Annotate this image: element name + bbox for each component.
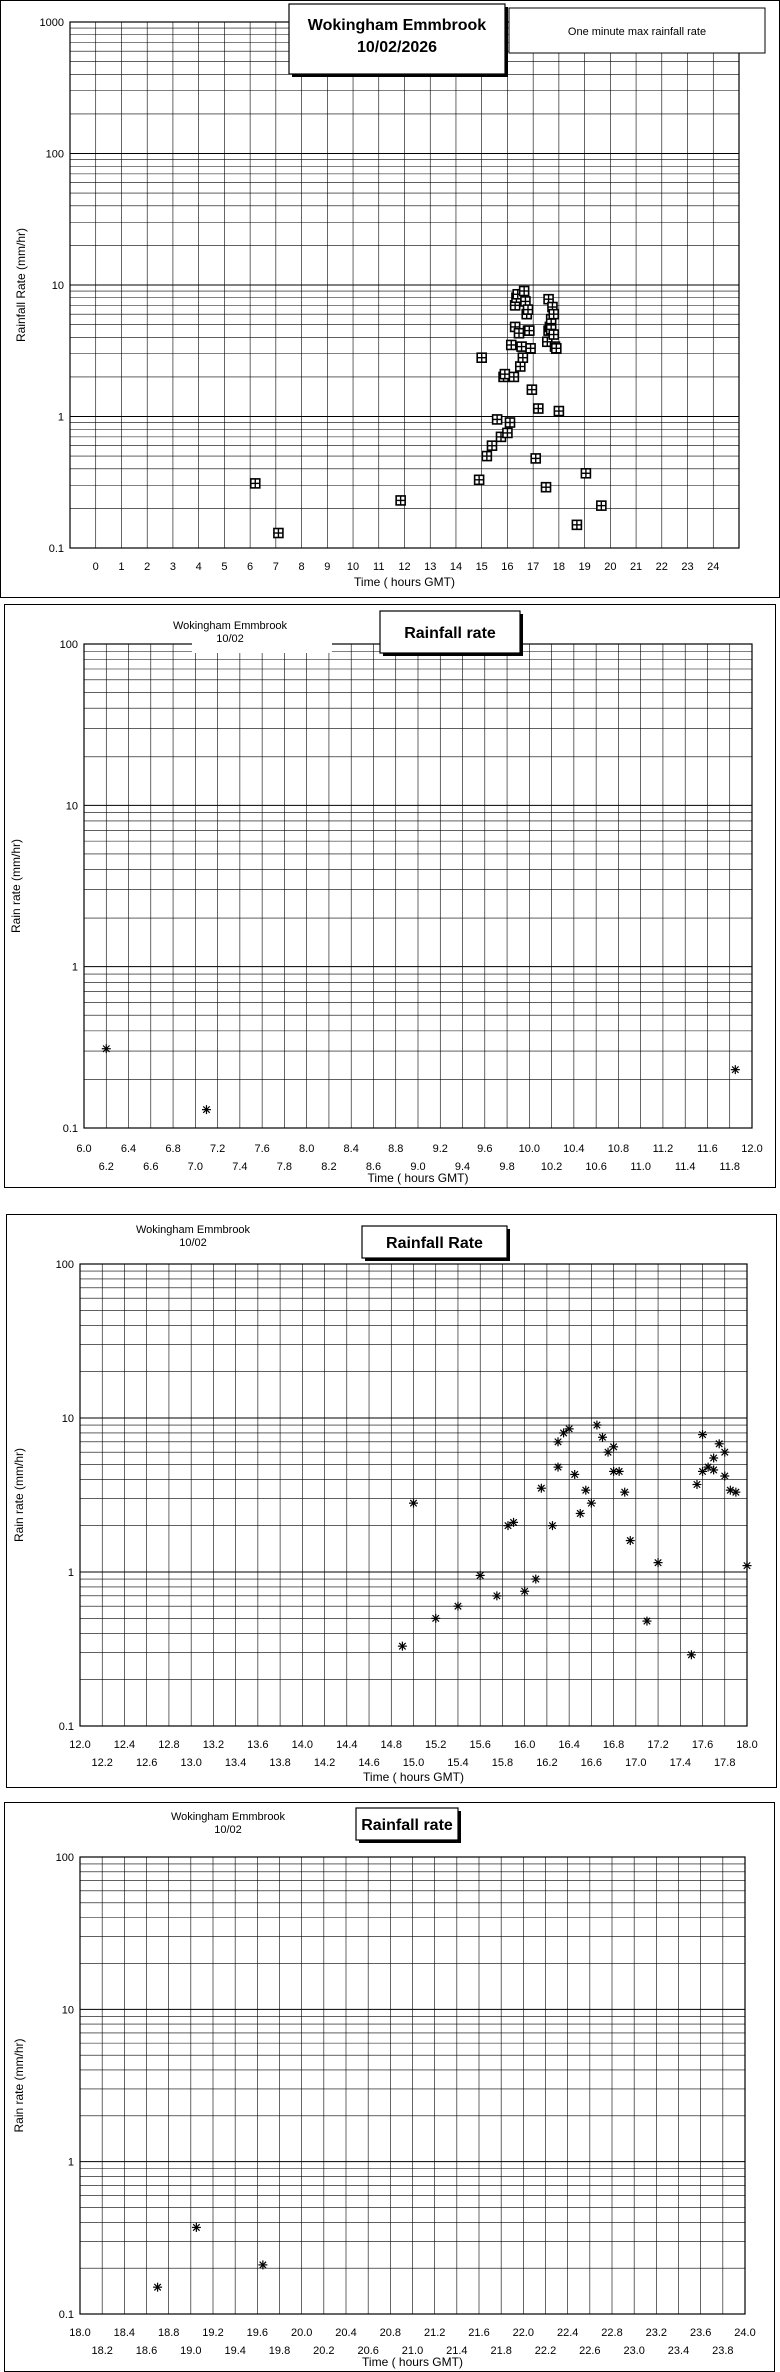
data-point bbox=[576, 1509, 585, 1518]
chart-2 bbox=[5, 605, 776, 1188]
x-tick-label: 22.0 bbox=[512, 2327, 535, 2339]
x-tick-label: 18.0 bbox=[69, 2327, 91, 2339]
x-tick-label: 16 bbox=[501, 561, 514, 573]
data-point bbox=[500, 370, 509, 379]
y-tick-label: 1 bbox=[67, 2156, 74, 2169]
data-point bbox=[715, 1439, 724, 1448]
x-tick-label: 21.6 bbox=[468, 2327, 490, 2339]
x-tick-label: 9 bbox=[324, 561, 331, 573]
x-tick-label: 17.8 bbox=[714, 1757, 736, 1769]
y-axis-label: Rain rate (mm/hr) bbox=[8, 838, 23, 934]
data-point bbox=[587, 1499, 596, 1508]
data-point bbox=[251, 479, 260, 488]
x-tick-label: 15.2 bbox=[425, 1739, 447, 1751]
x-tick-label: 19.8 bbox=[268, 2345, 291, 2357]
x-tick-label: 8.2 bbox=[321, 1161, 337, 1173]
data-point bbox=[516, 362, 525, 371]
y-tick-label: 1 bbox=[67, 1567, 74, 1579]
x-tick-label: 10.0 bbox=[518, 1143, 541, 1155]
chart-title: Rainfall rate bbox=[404, 625, 496, 642]
x-tick-label: 11.6 bbox=[697, 1143, 718, 1155]
y-tick-label: 100 bbox=[55, 1852, 74, 1864]
x-tick-label: 21.8 bbox=[490, 2345, 512, 2357]
x-tick-label: 12.8 bbox=[158, 1739, 180, 1751]
x-tick-label: 14.6 bbox=[358, 1757, 380, 1769]
x-tick-label: 6.8 bbox=[165, 1143, 181, 1155]
x-tick-label: 23.8 bbox=[712, 2345, 734, 2357]
data-point bbox=[527, 385, 536, 394]
y-axis-label: Rain rate (mm/hr) bbox=[11, 2038, 26, 2133]
x-tick-label: 16.0 bbox=[513, 1739, 536, 1751]
x-tick-label: 22.4 bbox=[556, 2327, 579, 2339]
data-point bbox=[534, 404, 543, 413]
x-tick-label: 24 bbox=[707, 561, 720, 573]
x-tick-label: 23.4 bbox=[667, 2345, 690, 2357]
data-point bbox=[581, 469, 590, 478]
station-label: Wokingham Emmbrook bbox=[170, 1811, 286, 1823]
data-point bbox=[409, 1499, 418, 1508]
chart-subtitle: 10/02/2026 bbox=[356, 39, 438, 56]
data-point bbox=[581, 1486, 590, 1495]
x-tick-label: 2 bbox=[144, 561, 151, 573]
x-tick-label: 21 bbox=[629, 561, 643, 573]
date-label: 10/02 bbox=[179, 1237, 207, 1249]
x-tick-label: 10 bbox=[346, 561, 360, 573]
y-tick-label: 100 bbox=[55, 1259, 74, 1271]
y-tick-label: 0.1 bbox=[48, 543, 64, 555]
data-point bbox=[731, 1065, 740, 1074]
date-label: 10/02 bbox=[216, 633, 244, 645]
data-point bbox=[549, 310, 558, 319]
data-point bbox=[552, 344, 561, 353]
chart-1 bbox=[1, 1, 780, 598]
data-point bbox=[517, 342, 526, 351]
x-tick-label: 14.2 bbox=[313, 1757, 336, 1769]
x-tick-label: 13.0 bbox=[180, 1757, 202, 1769]
y-tick-label: 1000 bbox=[39, 17, 64, 29]
x-tick-label: 17 bbox=[527, 561, 540, 573]
x-tick-label: 13.2 bbox=[202, 1739, 225, 1751]
y-tick-label: 100 bbox=[45, 148, 64, 161]
x-tick-label: 20.4 bbox=[335, 2327, 357, 2339]
y-tick-label: 10 bbox=[51, 280, 64, 292]
x-tick-label: 11.0 bbox=[630, 1161, 651, 1173]
x-axis-label: Time ( hours GMT) bbox=[363, 1770, 464, 1784]
data-point bbox=[509, 372, 518, 381]
x-tick-label: 23.0 bbox=[623, 2345, 645, 2357]
x-tick-label: 6.6 bbox=[143, 1161, 159, 1173]
x-tick-label: 8 bbox=[298, 561, 305, 573]
data-point bbox=[626, 1536, 635, 1545]
x-axis-label: Time ( hours GMT) bbox=[362, 2355, 463, 2369]
data-point bbox=[202, 1105, 211, 1114]
y-axis-label: Rain rate (mm/hr) bbox=[11, 1447, 26, 1543]
x-tick-label: 18.2 bbox=[91, 2345, 113, 2357]
x-tick-label: 13.6 bbox=[247, 1739, 269, 1751]
x-tick-label: 16.4 bbox=[558, 1739, 580, 1751]
x-tick-label: 19.0 bbox=[180, 2345, 202, 2357]
x-tick-label: 19.2 bbox=[202, 2327, 224, 2339]
data-point bbox=[709, 1465, 718, 1474]
data-point bbox=[609, 1442, 618, 1451]
data-point bbox=[453, 1602, 462, 1611]
data-point bbox=[709, 1453, 718, 1462]
x-tick-label: 15.6 bbox=[469, 1739, 491, 1751]
x-tick-label: 10.4 bbox=[563, 1143, 585, 1155]
x-tick-label: 6 bbox=[247, 561, 254, 573]
x-tick-label: 10.6 bbox=[585, 1161, 607, 1173]
data-point bbox=[565, 1424, 574, 1433]
data-point bbox=[570, 1470, 579, 1479]
x-tick-label: 9.4 bbox=[454, 1161, 471, 1173]
chart-title: Rainfall rate bbox=[361, 1817, 453, 1834]
data-point bbox=[476, 1571, 485, 1580]
x-tick-label: 11.8 bbox=[719, 1161, 741, 1173]
data-point bbox=[542, 483, 551, 492]
chart-3 bbox=[7, 1215, 777, 1788]
data-point bbox=[396, 496, 405, 505]
x-tick-label: 18.8 bbox=[157, 2327, 180, 2339]
x-tick-label: 22.6 bbox=[579, 2345, 601, 2357]
x-tick-label: 18.4 bbox=[113, 2327, 136, 2339]
data-point bbox=[687, 1650, 696, 1659]
y-tick-label: 0.1 bbox=[58, 1721, 74, 1733]
x-tick-label: 3 bbox=[169, 561, 176, 573]
chart-frame bbox=[5, 1803, 775, 2372]
data-point bbox=[192, 2223, 201, 2232]
data-point bbox=[720, 1448, 729, 1457]
data-point bbox=[615, 1467, 624, 1476]
data-point bbox=[692, 1480, 701, 1489]
data-point bbox=[520, 287, 529, 296]
data-point bbox=[554, 1437, 563, 1446]
data-point bbox=[598, 1433, 607, 1442]
x-tick-label: 12 bbox=[398, 561, 411, 573]
data-point bbox=[642, 1617, 651, 1626]
x-tick-label: 15.4 bbox=[447, 1757, 469, 1769]
x-tick-label: 8.0 bbox=[299, 1143, 315, 1155]
chart-title: Wokingham Emmbrook bbox=[307, 17, 487, 34]
x-tick-label: 16.2 bbox=[536, 1757, 558, 1769]
data-point bbox=[531, 454, 540, 463]
x-tick-label: 7.0 bbox=[187, 1161, 203, 1173]
x-tick-label: 10.8 bbox=[607, 1143, 630, 1155]
data-point bbox=[537, 1484, 546, 1493]
x-tick-label: 21.2 bbox=[423, 2327, 446, 2339]
x-tick-label: 15 bbox=[475, 561, 488, 573]
x-tick-label: 16.8 bbox=[602, 1739, 625, 1751]
x-tick-label: 21.4 bbox=[446, 2345, 468, 2357]
x-tick-label: 20.8 bbox=[379, 2327, 402, 2339]
x-tick-label: 13 bbox=[424, 561, 437, 573]
chart-frame bbox=[1, 1, 780, 598]
x-tick-label: 6.0 bbox=[76, 1143, 92, 1155]
y-axis-label: Rainfall Rate (mm/hr) bbox=[13, 227, 28, 343]
x-tick-label: 4 bbox=[195, 561, 202, 573]
x-tick-label: 13.8 bbox=[269, 1757, 291, 1769]
date-label: 10/02 bbox=[214, 1824, 242, 1836]
data-point bbox=[698, 1430, 707, 1439]
station-label: Wokingham Emmbrook bbox=[172, 620, 288, 632]
data-point bbox=[743, 1561, 752, 1570]
x-tick-label: 9.0 bbox=[410, 1161, 426, 1173]
x-tick-label: 11 bbox=[373, 561, 385, 573]
x-tick-label: 23.6 bbox=[689, 2327, 712, 2339]
data-point bbox=[554, 1463, 563, 1472]
x-tick-label: 0 bbox=[92, 561, 99, 573]
x-tick-label: 17.4 bbox=[669, 1757, 692, 1769]
data-point bbox=[515, 329, 524, 338]
x-tick-label: 7.8 bbox=[276, 1161, 293, 1173]
data-point bbox=[698, 1467, 707, 1476]
x-tick-label: 5 bbox=[221, 561, 228, 573]
x-tick-label: 18.6 bbox=[135, 2345, 158, 2357]
data-point bbox=[654, 1558, 663, 1567]
data-point bbox=[720, 1472, 729, 1481]
x-tick-label: 15.0 bbox=[402, 1757, 425, 1769]
x-tick-label: 9.6 bbox=[477, 1143, 493, 1155]
x-tick-label: 11.2 bbox=[652, 1143, 674, 1155]
chart-frame bbox=[5, 605, 776, 1188]
data-point bbox=[531, 1575, 540, 1584]
x-tick-label: 23 bbox=[681, 561, 694, 573]
data-point bbox=[507, 340, 516, 349]
y-tick-label: 10 bbox=[61, 1413, 74, 1425]
data-point bbox=[431, 1614, 440, 1623]
data-point bbox=[153, 2283, 162, 2292]
x-tick-label: 7.2 bbox=[209, 1143, 226, 1155]
y-tick-label: 1 bbox=[71, 961, 78, 974]
data-point bbox=[477, 353, 486, 362]
y-tick-label: 100 bbox=[59, 639, 78, 651]
x-axis-label: Time ( hours GMT) bbox=[354, 575, 455, 589]
data-point bbox=[398, 1642, 407, 1651]
data-point bbox=[475, 475, 484, 484]
data-point bbox=[592, 1421, 601, 1430]
data-point bbox=[526, 344, 535, 353]
data-point bbox=[597, 501, 606, 510]
x-tick-label: 8.6 bbox=[365, 1161, 382, 1173]
data-point bbox=[559, 1428, 568, 1437]
x-tick-label: 20 bbox=[604, 561, 617, 573]
data-point bbox=[505, 418, 514, 427]
x-tick-label: 14 bbox=[449, 561, 463, 573]
x-tick-label: 8.8 bbox=[388, 1143, 404, 1155]
data-point bbox=[620, 1488, 629, 1497]
data-point bbox=[549, 330, 558, 339]
data-point bbox=[731, 1488, 740, 1497]
x-tick-label: 14.8 bbox=[380, 1739, 402, 1751]
x-tick-label: 19 bbox=[578, 561, 591, 573]
y-tick-label: 1 bbox=[57, 411, 64, 424]
x-tick-label: 18 bbox=[552, 561, 566, 573]
x-tick-label: 9.8 bbox=[499, 1161, 515, 1173]
x-tick-label: 18.0 bbox=[736, 1739, 758, 1751]
chart-4 bbox=[5, 1803, 775, 2372]
x-tick-label: 16.6 bbox=[580, 1757, 603, 1769]
x-tick-label: 17.2 bbox=[647, 1739, 669, 1751]
x-tick-label: 23.2 bbox=[645, 2327, 668, 2339]
x-tick-label: 12.4 bbox=[113, 1739, 136, 1751]
x-tick-label: 15.8 bbox=[491, 1757, 514, 1769]
x-tick-label: 8.4 bbox=[343, 1143, 359, 1155]
data-point bbox=[492, 1591, 501, 1600]
x-tick-label: 10.2 bbox=[540, 1161, 563, 1173]
x-tick-label: 24.0 bbox=[734, 2327, 756, 2339]
x-tick-label: 14.0 bbox=[291, 1739, 314, 1751]
x-tick-label: 12.0 bbox=[69, 1739, 91, 1751]
x-tick-label: 7 bbox=[272, 561, 279, 573]
x-tick-label: 17.6 bbox=[691, 1739, 714, 1751]
x-tick-label: 17.0 bbox=[625, 1757, 647, 1769]
x-tick-label: 21.0 bbox=[401, 2345, 424, 2357]
y-tick-label: 10 bbox=[65, 800, 78, 813]
data-point bbox=[274, 529, 283, 538]
data-point bbox=[572, 520, 581, 529]
x-tick-label: 19.4 bbox=[224, 2345, 246, 2357]
station-label: Wokingham Emmbrook bbox=[135, 1224, 251, 1236]
x-tick-label: 12.2 bbox=[91, 1757, 113, 1769]
x-tick-label: 1 bbox=[118, 561, 125, 573]
x-tick-label: 7.4 bbox=[232, 1161, 248, 1173]
x-tick-label: 22.2 bbox=[534, 2345, 557, 2357]
data-point bbox=[493, 415, 502, 424]
x-tick-label: 9.2 bbox=[432, 1143, 448, 1155]
data-point bbox=[482, 452, 491, 461]
x-tick-label: 20.2 bbox=[313, 2345, 335, 2357]
x-tick-label: 6.2 bbox=[98, 1161, 114, 1173]
data-point bbox=[548, 1521, 557, 1530]
y-tick-label: 10 bbox=[61, 2004, 74, 2017]
data-point bbox=[509, 1518, 518, 1527]
data-point bbox=[524, 305, 533, 314]
data-point bbox=[554, 407, 563, 416]
x-tick-label: 6.4 bbox=[120, 1143, 137, 1155]
data-point bbox=[525, 326, 534, 335]
x-tick-label: 20.0 bbox=[290, 2327, 313, 2339]
x-tick-label: 20.6 bbox=[357, 2345, 379, 2357]
x-tick-label: 22 bbox=[655, 561, 668, 573]
y-tick-label: 0.1 bbox=[58, 2309, 74, 2321]
data-point bbox=[102, 1044, 111, 1053]
data-point bbox=[520, 1587, 529, 1596]
x-tick-label: 12.6 bbox=[135, 1757, 158, 1769]
x-tick-label: 11.4 bbox=[674, 1161, 696, 1173]
data-point bbox=[487, 441, 496, 450]
x-tick-label: 7.6 bbox=[254, 1143, 270, 1155]
legend-label: One minute max rainfall rate bbox=[567, 26, 707, 38]
data-point bbox=[503, 428, 512, 437]
x-tick-label: 12.0 bbox=[741, 1143, 763, 1155]
x-axis-label: Time ( hours GMT) bbox=[367, 1171, 469, 1185]
y-tick-label: 0.1 bbox=[62, 1123, 78, 1135]
x-tick-label: 14.4 bbox=[336, 1739, 358, 1751]
x-tick-label: 13.4 bbox=[224, 1757, 247, 1769]
data-point bbox=[258, 2260, 267, 2269]
x-tick-label: 19.6 bbox=[246, 2327, 269, 2339]
chart-title: Rainfall Rate bbox=[386, 1235, 483, 1252]
data-point bbox=[518, 353, 527, 362]
x-tick-label: 22.8 bbox=[601, 2327, 623, 2339]
